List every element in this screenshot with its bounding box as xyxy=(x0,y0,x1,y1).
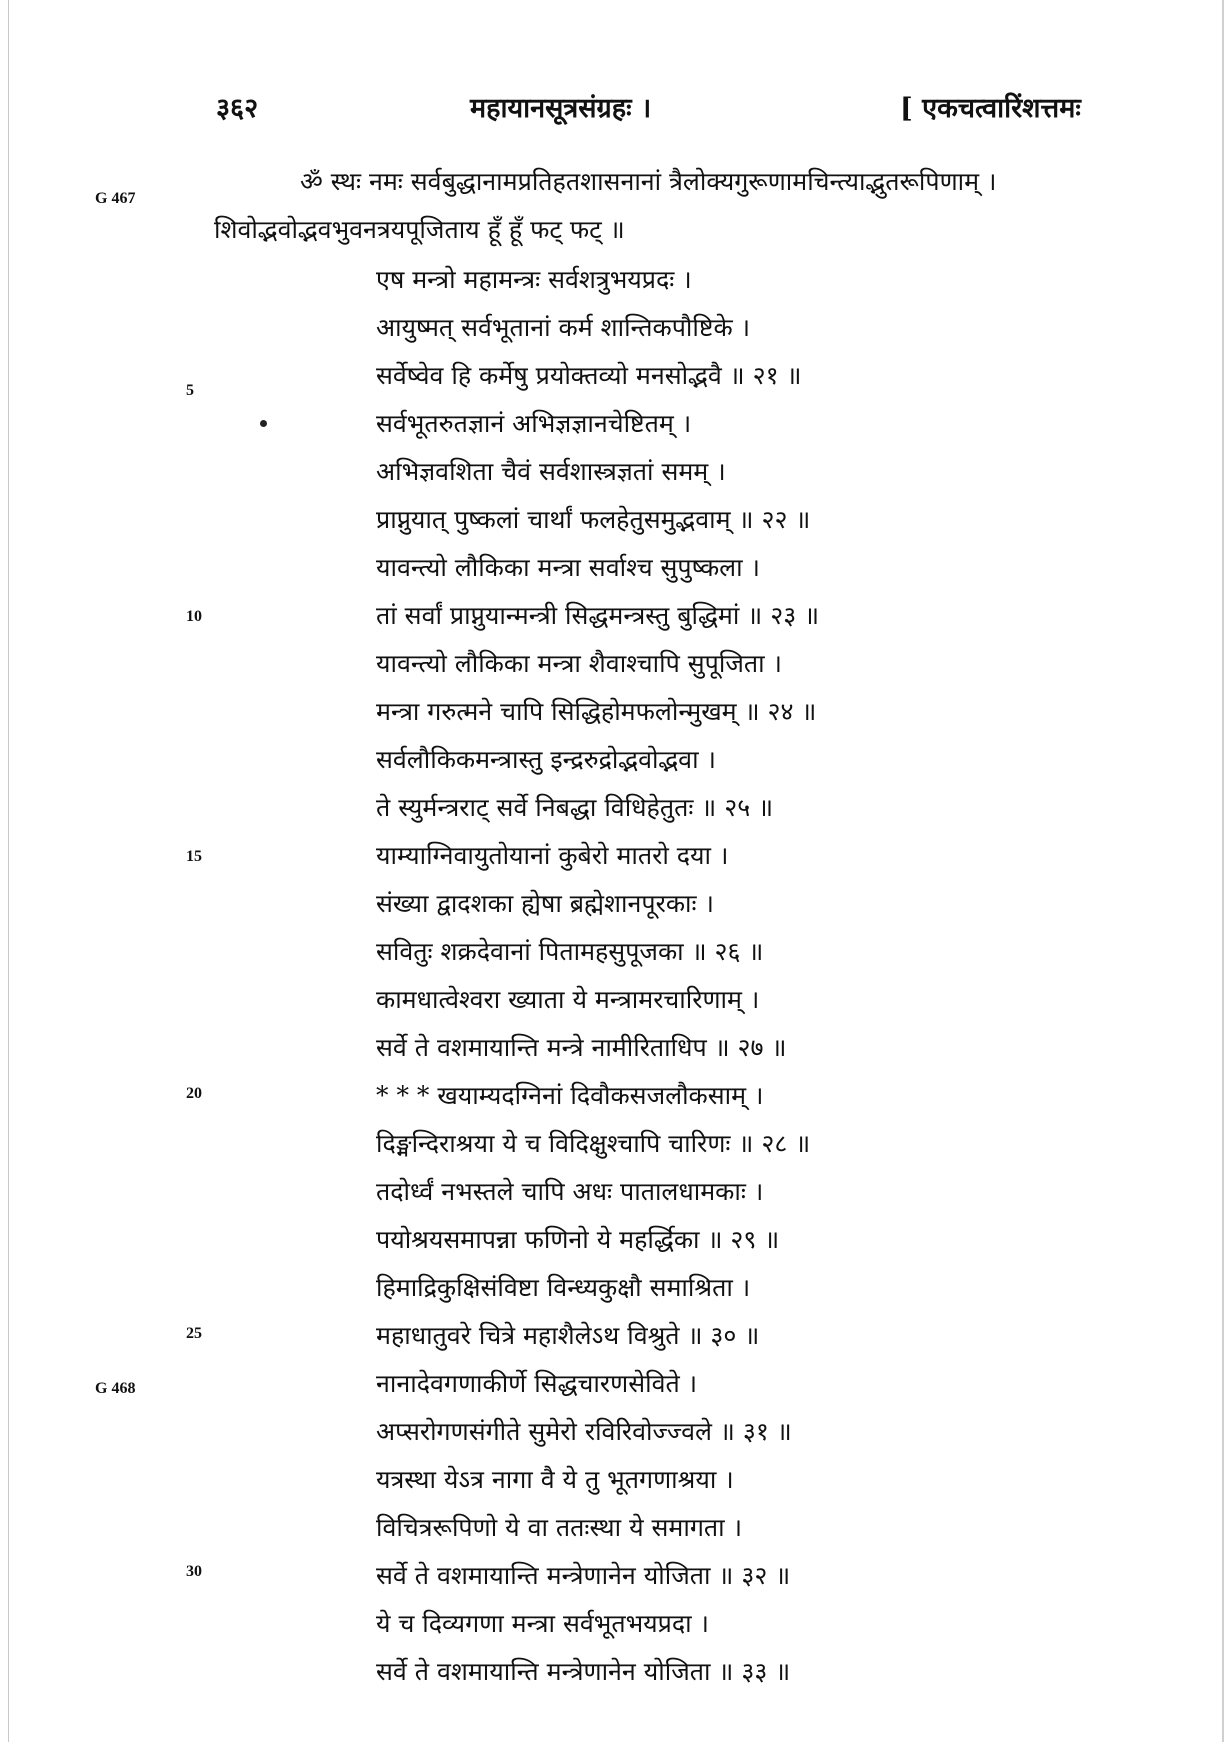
verse-line: विचित्ररूपिणो ये वा ततःस्था ये समागता । xyxy=(376,1513,743,1542)
verse-line: मन्त्रा गरुत्मने चापि सिद्धिहोमफलोन्मुखम् ॥ २४ ॥ xyxy=(376,697,817,726)
verse-line: प्राप्नुयात् पुष्कलां चार्थां फलहेतुसमुद्भवाम् ॥ २२ ॥ xyxy=(376,505,811,534)
running-title: महायानसूत्रसंग्रहः । xyxy=(470,93,652,124)
line-number: 15 xyxy=(186,848,202,865)
mantra-line: शिवोद्भवोद्भवभुवनत्रयपूजिताय हूँ हूँ फट् फट् ॥ xyxy=(214,215,625,244)
verse-line: हिमाद्रिकुक्षिसंविष्टा विन्ध्यकुक्षौ समाश्रिता । xyxy=(376,1273,751,1302)
verse-line: सर्वे ते वशमायान्ति मन्त्रेणानेन योजिता ॥ ३३ ॥ xyxy=(376,1657,791,1686)
verse-line: सर्वेष्वेव हि कर्मेषु प्रयोक्तव्यो मनसोद्भवै ॥ २१ ॥ xyxy=(376,361,802,390)
page-header xyxy=(0,88,1232,128)
verse-line: दिङ्मन्दिराश्रया ये च विदिक्षुश्चापि चारिणः ॥ २८ ॥ xyxy=(376,1129,811,1158)
verse-line: कामधात्वेश्वरा ख्याता ये मन्त्रामरचारिणाम् । xyxy=(376,985,760,1014)
verse-line: अप्सरोगणसंगीते सुमेरो रविरिवोज्ज्वले ॥ ३१ ॥ xyxy=(376,1417,792,1446)
ink-dot xyxy=(260,420,267,427)
verse-line: याम्याग्निवायुतोयानां कुबेरो मातरो दया । xyxy=(376,841,729,870)
verse-line: सर्वभूतरुतज्ञानं अभिज्ञज्ञानचेष्टितम् । xyxy=(376,409,692,438)
verse-line: सर्वलौकिकमन्त्रास्तु इन्द्ररुद्रोद्भवोद्भवा । xyxy=(376,745,716,774)
verse-line: नानादेवगणाकीर्णे सिद्धचारणसेविते । xyxy=(376,1369,698,1398)
chapter-title: [ एकचत्वारिंशत्तमः xyxy=(900,93,1081,124)
verse-line: आयुष्मत् सर्वभूतानां कर्म शान्तिकपौष्टिके । xyxy=(376,313,751,342)
verse-line: * * * खयाम्यदग्निनां दिवौकसजलौकसाम् । xyxy=(376,1081,764,1110)
verse-line: ते स्युर्मन्त्रराट् सर्वे निबद्धा विधिहेतुतः ॥ २५ ॥ xyxy=(376,793,774,822)
verse-line: सर्वे ते वशमायान्ति मन्त्रे नामीरिताधिप ॥ २७ ॥ xyxy=(376,1033,787,1062)
verse-line: पयोश्रयसमापन्ना फणिनो ये महर्द्धिका ॥ २९ ॥ xyxy=(376,1225,780,1254)
verse-line: अभिज्ञवशिता चैवं सर्वशास्त्रज्ञतां समम् । xyxy=(376,457,726,486)
page-number: ३६२ xyxy=(216,93,259,124)
verse-line: यत्रस्था येऽत्र नागा वै ये तु भूतगणाश्रया । xyxy=(376,1465,734,1494)
page-edge-right xyxy=(1222,0,1224,1742)
line-number: 25 xyxy=(186,1325,202,1342)
verse-line: महाधातुवरे चित्रे महाशैलेऽथ विश्रुते ॥ ३० ॥ xyxy=(376,1321,760,1350)
verse-line: यावन्त्यो लौकिका मन्त्रा सर्वाश्च सुपुष्कला । xyxy=(376,553,760,582)
line-number: 20 xyxy=(186,1085,202,1102)
verse-line: ये च दिव्यगणा मन्त्रा सर्वभूतभयप्रदा । xyxy=(376,1609,710,1638)
mantra-line: ॐ स्थः नमः सर्वबुद्धानामप्रतिहतशासनानां त्रैलोक्यगुरूणामचिन्त्याद्भुतरूपिणाम् । xyxy=(300,167,997,196)
page-edge-left xyxy=(8,0,9,1742)
line-number: 10 xyxy=(186,608,202,625)
verse-line: एष मन्त्रो महामन्त्रः सर्वशत्रुभयप्रदः । xyxy=(376,265,692,294)
line-number: 5 xyxy=(186,382,194,399)
line-number: 30 xyxy=(186,1563,202,1580)
verse-line: यावन्त्यो लौकिका मन्त्रा शैवाश्चापि सुपूजिता । xyxy=(376,649,783,678)
margin-ref: G 468 xyxy=(95,1380,136,1397)
verse-line: तां सर्वां प्राप्नुयान्मन्त्री सिद्धमन्त्रस्तु बुद्धिमां ॥ २३ ॥ xyxy=(376,601,820,630)
verse-line: सवितुः शक्रदेवानां पितामहसुपूजका ॥ २६ ॥ xyxy=(376,937,764,966)
verse-line: तदोर्ध्वं नभस्तले चापि अधः पातालधामकाः । xyxy=(376,1177,764,1206)
verse-line: सर्वे ते वशमायान्ति मन्त्रेणानेन योजिता ॥ ३२ ॥ xyxy=(376,1561,791,1590)
verse-line: संख्या द्वादशका ह्येषा ब्रह्मेशानपूरकाः । xyxy=(376,889,714,918)
margin-ref: G 467 xyxy=(95,190,136,207)
